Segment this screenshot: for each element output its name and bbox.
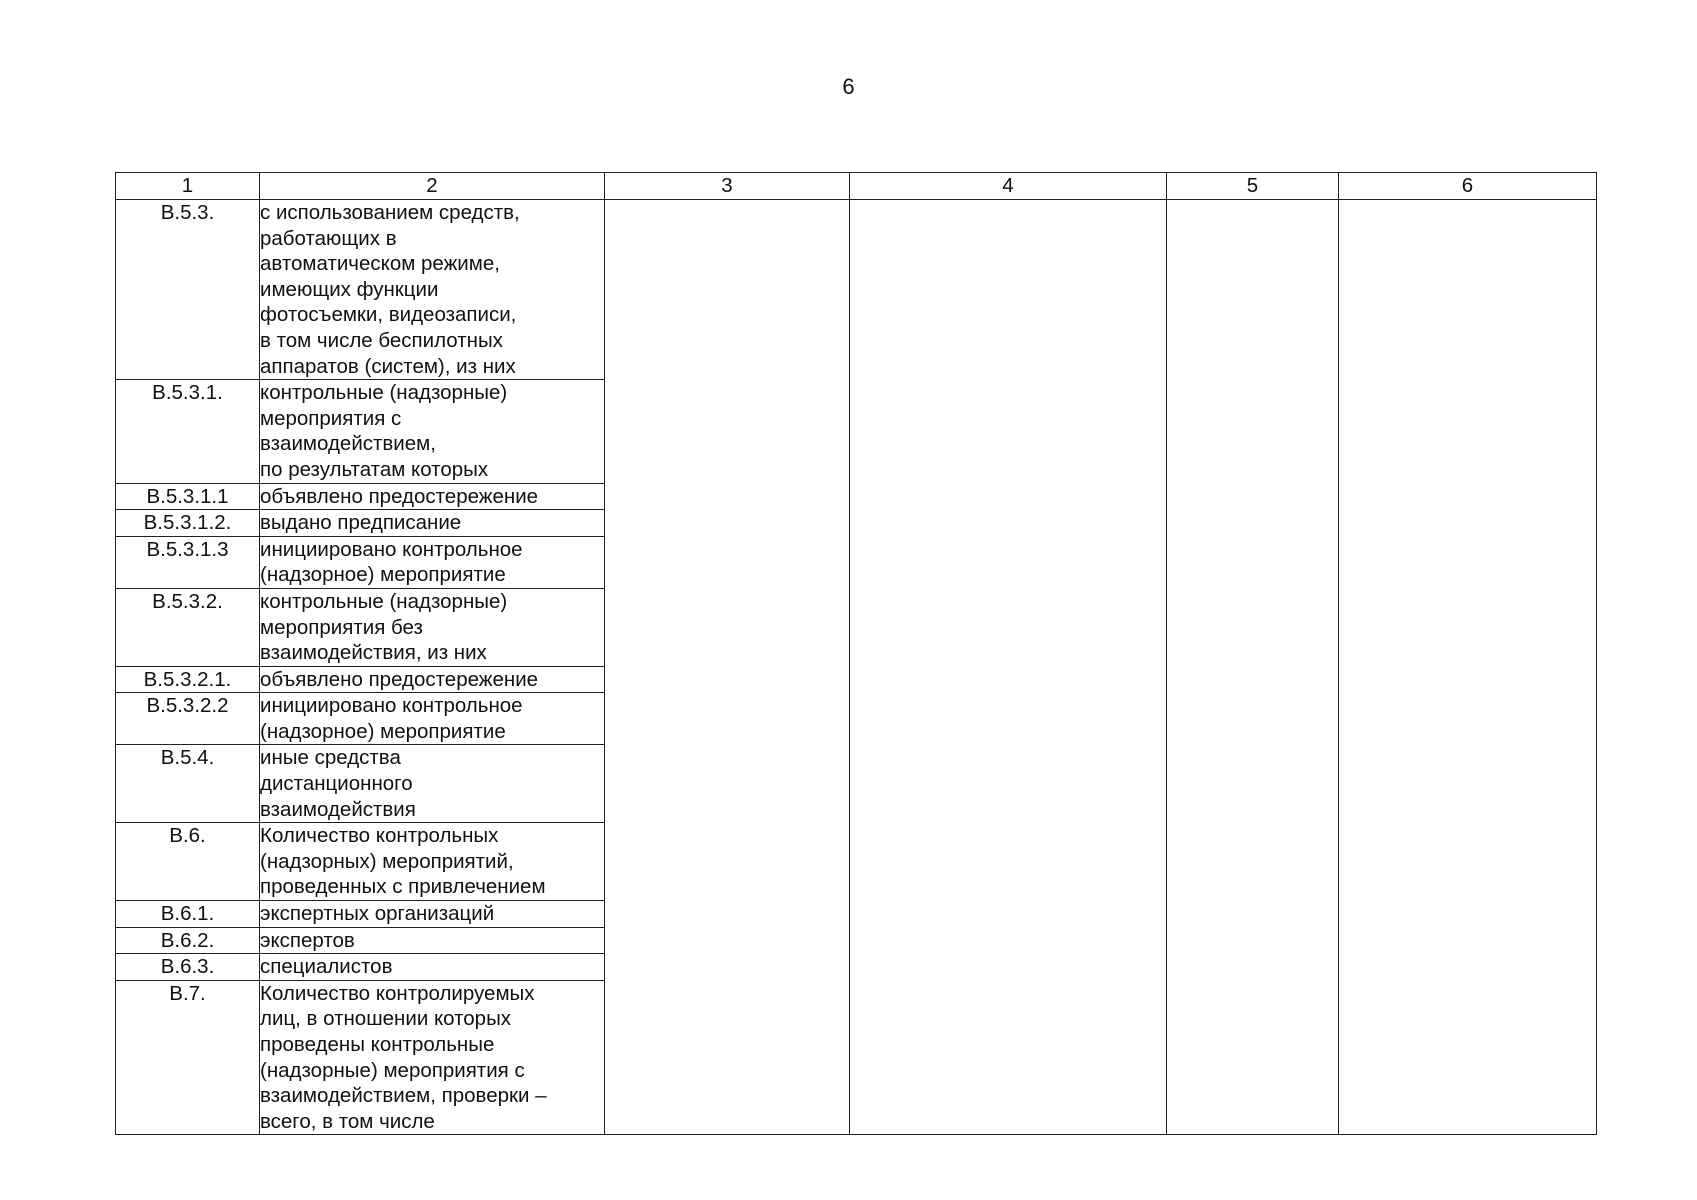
row-code: В.6.2. <box>116 927 260 954</box>
row-code: В.7. <box>116 980 260 1135</box>
row-description <box>260 693 605 745</box>
description-line: лиц, в отношении которых <box>260 1007 512 1031</box>
column-header: 4 <box>850 173 1167 200</box>
row-code: В.6.1. <box>116 901 260 928</box>
row-code: В.6. <box>116 823 260 901</box>
description-line: контрольные (надзорные) <box>260 381 508 405</box>
col-3-cell <box>605 200 850 1135</box>
row-code: В.5.3.1.2. <box>116 510 260 537</box>
description-line: взаимодействия <box>260 797 416 821</box>
description-line: мероприятия без <box>260 615 423 639</box>
table-body <box>116 200 1597 1135</box>
column-header: 5 <box>1167 173 1339 200</box>
col-5-cell <box>1167 200 1339 1135</box>
description-line: автоматическом режиме, <box>260 252 500 276</box>
row-description <box>260 510 605 537</box>
description-line: инициировано контрольное <box>260 537 523 561</box>
description-line: (надзорное) мероприятие <box>260 563 506 587</box>
description-line: работающих в <box>260 226 397 250</box>
table-header-row <box>116 173 1597 200</box>
description-line: аппаратов (систем), из них <box>260 354 516 378</box>
row-code: В.5.3. <box>116 200 260 380</box>
row-description <box>260 980 605 1135</box>
row-code: В.5.3.2.2 <box>116 693 260 745</box>
description-line: взаимодействия, из них <box>260 641 487 665</box>
row-code: В.5.3.2. <box>116 588 260 666</box>
column-header: 6 <box>1339 173 1597 200</box>
row-description <box>260 588 605 666</box>
col-6-cell <box>1339 200 1597 1135</box>
row-description <box>260 483 605 510</box>
row-description <box>260 380 605 483</box>
row-description <box>260 927 605 954</box>
description-line: Количество контролируемых <box>260 981 535 1005</box>
description-line: инициировано контрольное <box>260 694 523 718</box>
description-line: экспертных организаций <box>260 902 495 926</box>
row-code: В.6.3. <box>116 954 260 981</box>
row-description <box>260 536 605 588</box>
page-number: 6 <box>842 74 855 99</box>
description-line: контрольные (надзорные) <box>260 589 508 613</box>
row-code: В.5.3.2.1. <box>116 666 260 693</box>
row-description <box>260 901 605 928</box>
description-line: иные средства <box>260 746 401 770</box>
description-line: всего, в том числе <box>260 1109 435 1133</box>
description-line: по результатам которых <box>260 457 489 481</box>
data-table <box>115 172 1597 1135</box>
column-header: 3 <box>605 173 850 200</box>
row-description <box>260 823 605 901</box>
row-code: В.5.3.1.3 <box>116 536 260 588</box>
row-description <box>260 745 605 823</box>
description-line: взаимодействием, <box>260 432 436 456</box>
description-line: дистанционного <box>260 772 413 796</box>
description-line: с использованием средств, <box>260 201 520 224</box>
row-description <box>260 666 605 693</box>
description-line: экспертов <box>260 928 355 952</box>
row-description <box>260 200 605 380</box>
row-description <box>260 954 605 981</box>
description-line: выдано предписание <box>260 511 462 535</box>
description-line: проведенных с привлечением <box>260 875 546 899</box>
description-line: (надзорных) мероприятий, <box>260 849 514 873</box>
description-line: мероприятия с <box>260 406 402 430</box>
description-line: фотосъемки, видеозаписи, <box>260 303 517 327</box>
description-line: (надзорные) мероприятия с <box>260 1058 525 1082</box>
description-line: взаимодействием, проверки – <box>260 1084 547 1108</box>
description-line: Количество контрольных <box>260 824 499 848</box>
table-row <box>116 200 1597 380</box>
column-header: 2 <box>260 173 605 200</box>
description-line: имеющих функции <box>260 277 439 301</box>
col-4-cell <box>850 200 1167 1135</box>
description-line: объявлено предостережение <box>260 667 539 691</box>
description-line: (надзорное) мероприятие <box>260 719 506 743</box>
row-code: В.5.4. <box>116 745 260 823</box>
row-code: В.5.3.1. <box>116 380 260 483</box>
description-line: проведены контрольные <box>260 1033 495 1056</box>
column-header: 1 <box>116 173 260 200</box>
description-line: специалистов <box>260 955 393 979</box>
description-line: объявлено предостережение <box>260 484 539 508</box>
description-line: в том числе беспилотных <box>260 328 503 352</box>
row-code: В.5.3.1.1 <box>116 483 260 510</box>
